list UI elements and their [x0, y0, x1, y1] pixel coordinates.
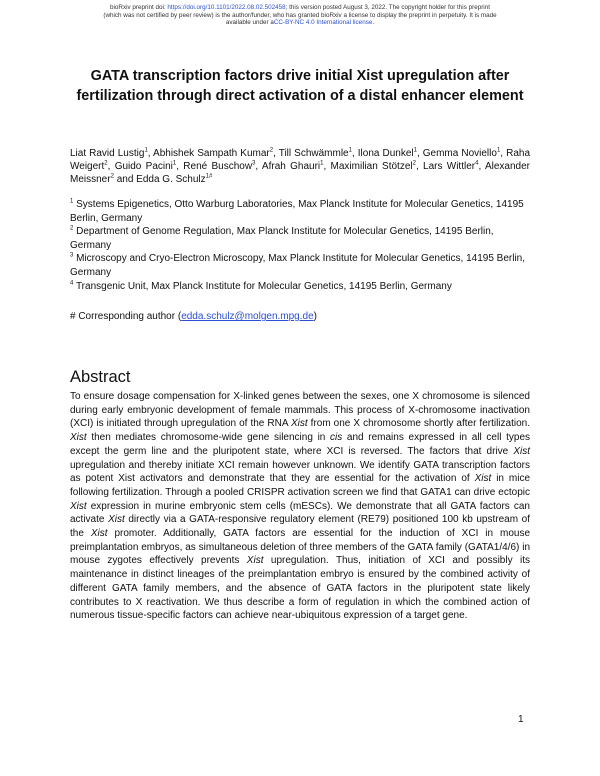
author: Afrah Ghauri [261, 161, 321, 173]
author: Edda G. Schulz [136, 174, 206, 186]
doi-link[interactable]: https://doi.org/10.1101/2022.08.02.502458 [167, 4, 286, 11]
author-list: Liat Ravid Lustig$^1$, Abhishek Sampath Kumar$^2$, Till Schwämmle$^1$, Ilona Dunkel$^1$, Gemma Noviello$^1$, Raha Weigert$^2$, Guido Pacini$^1$, René Buschow$^3$, Afrah Ghauri$^1$, Maximilian Stötzel$^2$, Lars Wittler$^4$, Alexander Meissner$^2$ and Edda G. Schulz$^{1\#}$ [70, 147, 530, 186]
affiliation-item: $^3$ Microscopy and Cryo-Electron Microscopy, Max Planck Institute for Molecular Genetics, 14195 Berlin, Germany [70, 253, 526, 278]
title-line-1: GATA transcription factors drive initial Xist upregulation after [90, 68, 510, 84]
paper-title [40, 66, 560, 106]
author: Alexander Meissner [70, 161, 530, 186]
author: Till Schwämmle [278, 148, 349, 159]
author: Liat Ravid Lustig [70, 148, 145, 159]
affiliation-item: $^4$ Transgenic Unit, Max Planck Institute for Molecular Genetics, 14195 Berlin, Germany [70, 280, 452, 292]
affiliation-item: $^1$ Systems Epigenetics, Otto Warburg Laboratories, Max Planck Institute for Molecular Genetics, 14195 Berlin, Germany [70, 198, 524, 224]
author: Ilona Dunkel [357, 148, 414, 159]
author: Maximilian Stötzel [330, 161, 413, 173]
author: Abhishek Sampath Kumar [153, 148, 270, 159]
author: Raha Weigert [70, 148, 530, 173]
affiliation-list [70, 198, 530, 293]
header-line-2: (which was not certified by peer review) is the author/funder, who has granted bioRxiv a license to display the preprint in perpetuity. It is made [103, 11, 497, 19]
abstract-body: To ensure dosage compensation for X-linked genes between the sexes, one X chromosome is silenced during early embryonic development of female mammals. This process of X-chromosome inactivation (XCI) is initiated through upregulation of the RNA Xist from one X chromosome shortly after fertilization. Xist then mediates chromosome-wide gene silencing in cis and remains expressed in all cell types except the germ line and the pluripotent state, where XCI is reversed. The factors that drive Xist upregulation and thereby initiate XCI remain however unknown. We identify GATA transcription factors as potent Xist activators and demonstrate that they are essential for the activation of Xist in mice following fertilization. Through a pooled CRISPR activation screen we find that GATA1 can drive ectopic Xist expression in murine embryonic stem cells (mESCs). We demonstrate that all GATA factors can activate Xist directly via a GATA-responsive regulatory element (RE79) positioned 100 kb upstream of the Xist promoter. Additionally, GATA factors are essential for the induction of XCI in mouse preimplantation embryos, as simultaneous deletion of three members of the GATA family (GATA1/4/6) in mouse zygotes effectively prevents Xist upregulation. Thus, initiation of XCI and possibly its maintenance in distinct lineages of the preimplantation embryo is ensured by the combined activity of different GATA family members, and the absence of GATA factors in the pluripotent state likely contributes to X reactivation. We thus describe a form of regulation in which the combined action of numerous tissue-specific factors can achieve near-ubiquitous expression of a target gene. [70, 391, 531, 622]
header-line-3: available under aCC-BY-NC 4.0 International license. [225, 19, 375, 27]
abstract-heading: Abstract [70, 368, 131, 386]
corresponding-author: # Corresponding author (edda.schulz@molgen.mpg.de) [70, 311, 317, 322]
author: René Buschow [183, 161, 253, 173]
preprint-header [0, 4, 600, 27]
author: Gemma Noviello [422, 148, 497, 159]
email-link[interactable]: edda.schulz@molgen.mpg.de [181, 311, 314, 322]
author: Lars Wittler [423, 161, 476, 173]
header-line-1: bioRxiv preprint doi: https://doi.org/10.1101/2022.08.02.502458; this version posted August 3, 2022. The copyright holder for this preprint [110, 4, 490, 11]
license-link[interactable]: CC-BY-NC 4.0 International license [273, 19, 373, 27]
title-line-2: fertilization through direct activation of a distal enhancer element [76, 88, 524, 104]
affiliation-item: $^2$ Department of Genome Regulation, Max Planck Institute for Molecular Genetics, 14195 Berlin, Germany [70, 225, 494, 251]
page-number: 1 [518, 714, 524, 725]
author: Guido Pacini [114, 161, 173, 173]
